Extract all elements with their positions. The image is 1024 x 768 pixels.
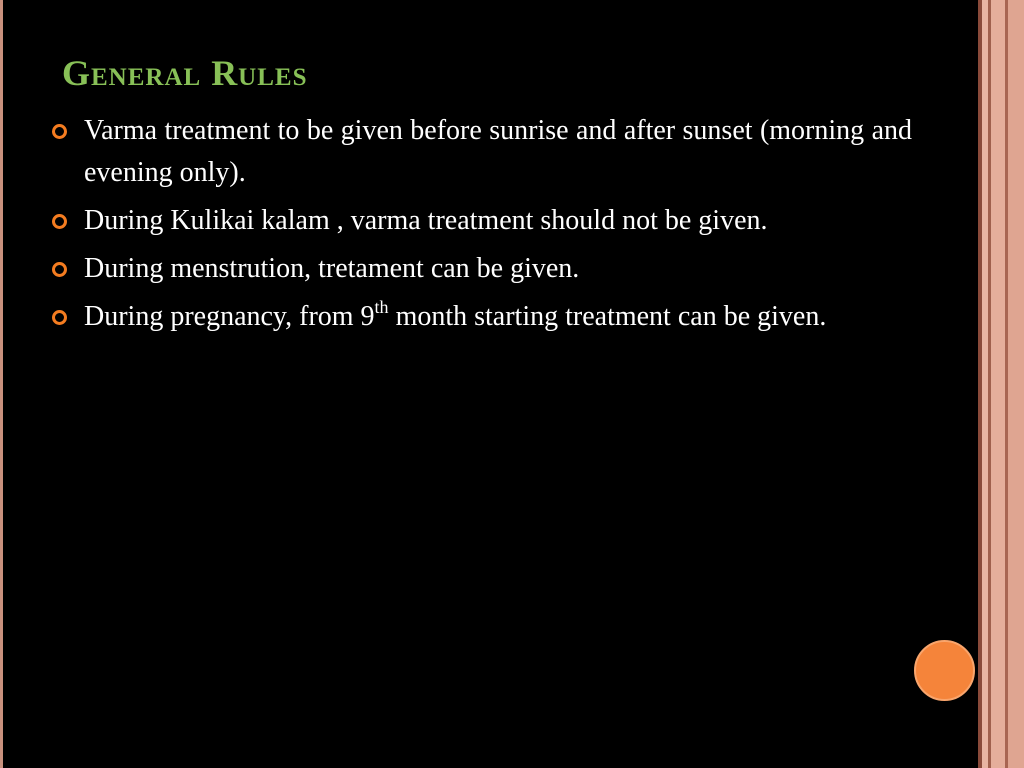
- bullet-item: [52, 296, 912, 338]
- bullet-text-before: During pregnancy, from 9: [84, 301, 375, 332]
- bullet-text: During Kulikai kalam , varma treatment should not be given.: [84, 205, 768, 236]
- orange-circle-decoration: [914, 640, 975, 701]
- slide-title: General Rules: [62, 53, 308, 93]
- bullet-ring-icon: [52, 214, 67, 229]
- ordinal-suffix: th: [374, 297, 389, 317]
- bullet-ring-icon: [52, 310, 67, 325]
- bullet-text: During menstrution, tretament can be given.: [84, 253, 580, 284]
- bullet-ring-icon: [52, 124, 67, 139]
- right-border-stripe: [991, 0, 1005, 768]
- bullet-text: Varma treatment to be given before sunrise and after sunset (morning and evening only).: [84, 115, 912, 188]
- bullet-item: [52, 248, 912, 290]
- right-border-stripe: [1008, 0, 1024, 768]
- bullet-ring-icon: [52, 262, 67, 277]
- bullet-list: [52, 110, 912, 344]
- left-border-decoration: [0, 0, 3, 768]
- bullet-item: [52, 200, 912, 242]
- bullet-item: [52, 110, 912, 194]
- bullet-text-after: month starting treatment can be given.: [388, 301, 827, 332]
